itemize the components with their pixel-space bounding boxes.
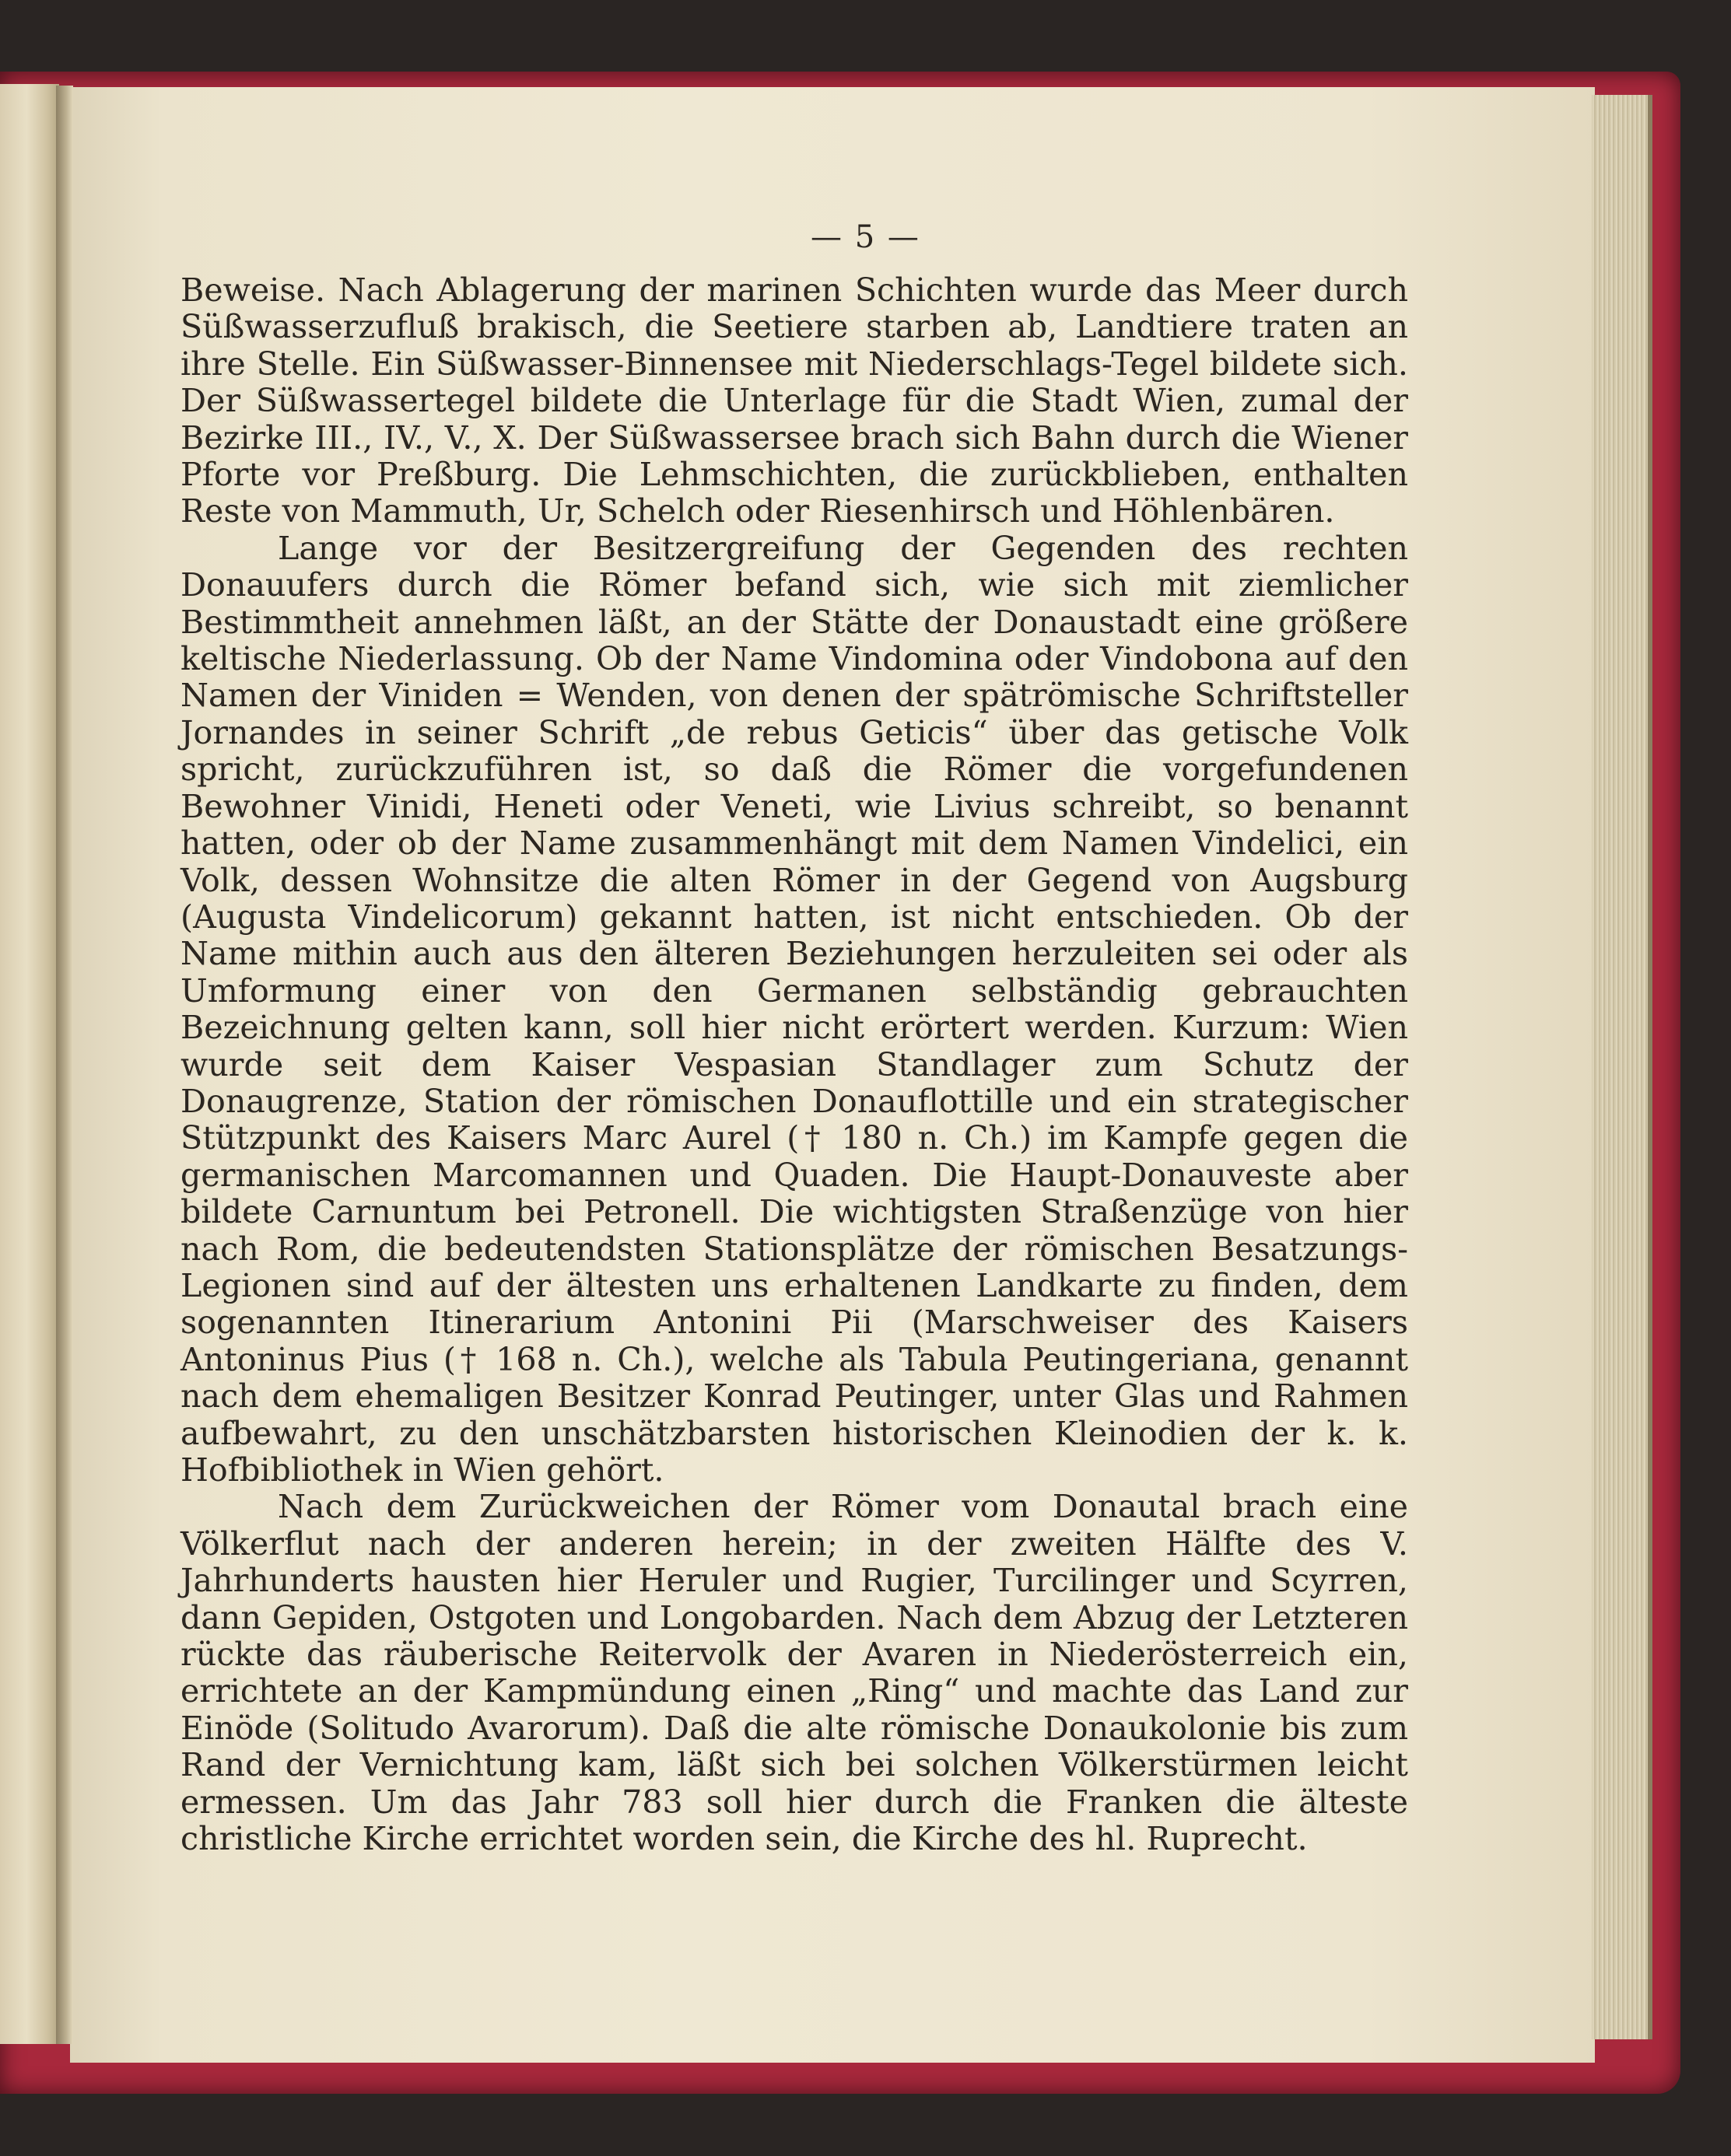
paragraph-3: Nach dem Zurückweichen der Römer vom Donautal brach eine Völkerflut nach der anderen herein; in der zweiten Hälfte des V. Jahrhunderts hausten hier Heruler und Rugier, Turcilinger und Scyrren, dann Gepiden, Ostgoten und Longobarden. Nach dem Abzug der Letzteren rückte das räuberische Reitervolk der Avaren in Niederösterreich ein, errichtete an der Kampmündung einen „Ring“ und machte das Land zur Einöde (Solitudo Avarorum). Daß die alte römische Donaukolonie bis zum Rand der Vernichtung kam, läßt sich bei solchen Völkerstürmen leicht ermessen. Um das Jahr 783 soll hier durch die Franken die älteste christliche Kirche errichtet worden sein, die Kirche des hl. Ruprecht. [180,1488,1408,1858]
page-gutter [56,86,73,2044]
page-stack-edges [1592,95,1652,2039]
left-page-edge [0,84,59,2044]
paragraph-1: Beweise. Nach Ablagerung der marinen Schichten wurde das Meer durch Süßwasserzufluß brakisch, die Seetiere starben ab, Landtiere traten an ihre Stelle. Ein Süßwasser-Binnensee mit Niederschlags-Tegel bildete sich. Der Süßwassertegel bildete die Unterlage für die Stadt Wien, zumal der Bezirke III., IV., V., X. Der Süßwassersee brach sich Bahn durch die Wiener Pforte vor Preßburg. Die Lehmschichten, die zurückblieben, enthalten Reste von Mammuth, Ur, Schelch oder Riesenhirsch und Höhlenbären. [180,271,1408,530]
paragraph-2: Lange vor der Besitzergreifung der Gegenden des rechten Donauufers durch die Römer befand sich, wie sich mit ziemlicher Bestimmtheit annehmen läßt, an der Stätte der Donaustadt eine größere keltische Niederlassung. Ob der Name Vindomina oder Vindobona auf den Namen der Viniden = Wenden, von denen der spätrömische Schriftsteller Jornandes in seiner Schrift „de rebus Geticis“ über das getische Volk spricht, zurückzuführen ist, so daß die Römer die vorgefundenen Bewohner Vinidi, Heneti oder Veneti, wie Livius schreibt, so benannt hatten, oder ob der Name zusammenhängt mit dem Namen Vindelici, ein Volk, dessen Wohnsitze die alten Römer in der Gegend von Augsburg (Augusta Vindelicorum) gekannt hatten, ist nicht entschieden. Ob der Name mithin auch aus den älteren Beziehungen herzuleiten sei oder als Umformung einer von den Germanen selbständig gebrauchten Bezeichnung gelten kann, soll hier nicht erörtert werden. Kurzum: Wien wurde seit dem Kaiser Vespasian Standlager zum Schutz der Donaugrenze, Station der römischen Donauflottille und ein strategischer Stützpunkt des Kaisers Marc Aurel († 180 n. Ch.) im Kampfe gegen die germanischen Marcomannen und Quaden. Die Haupt-Donauveste aber bildete Carnuntum bei Petronell. Die wichtigsten Straßenzüge von hier nach Rom, die bedeutendsten Stationsplätze der römischen Besatzungs-Legionen sind auf der ältesten uns erhaltenen Landkarte zu finden, dem sogenannten Itinerarium Antonini Pii (Marschweiser des Kaisers Antoninus Pius († 168 n. Ch.), welche als Tabula Peutingeriana, genannt nach dem ehemaligen Besitzer Konrad Peutinger, unter Glas und Rahmen aufbewahrt, zu den unschätzbarsten historischen Kleinodien der k. k. Hofbibliothek in Wien gehört. [180,529,1408,1489]
page-text [180,272,1408,1857]
page-number: — 5 — [811,219,920,255]
